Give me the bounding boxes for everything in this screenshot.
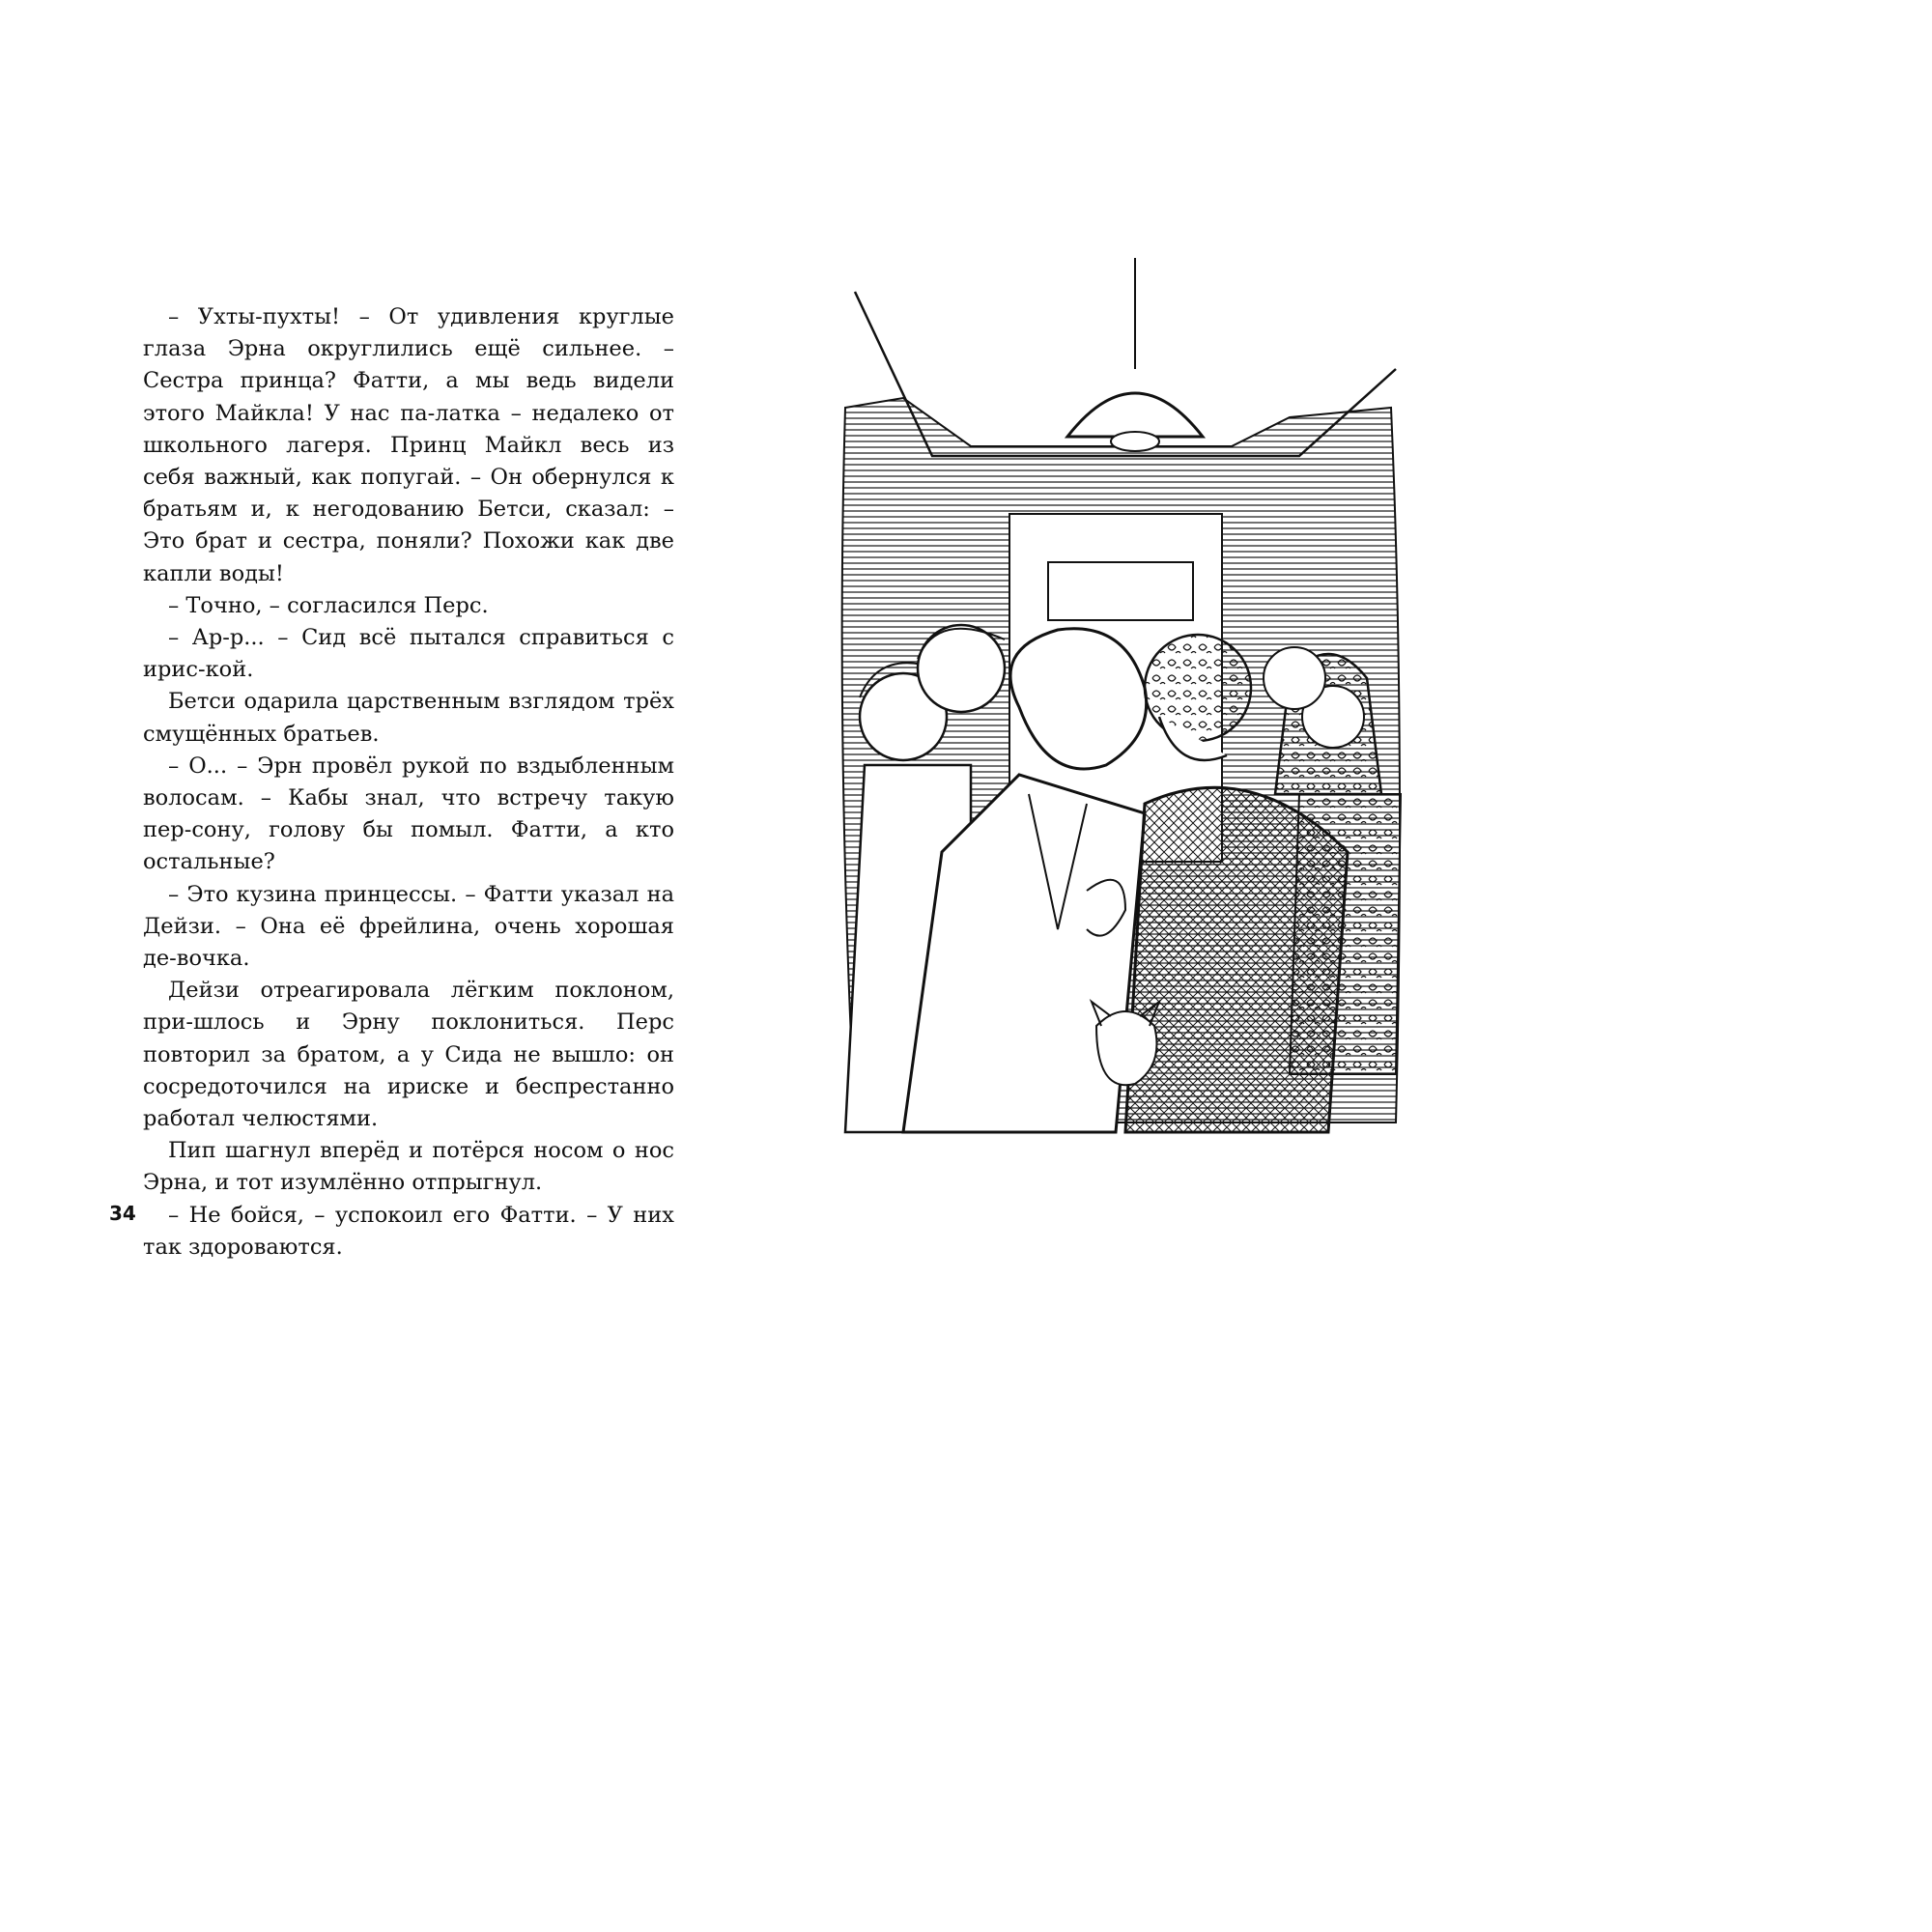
paragraph: Дейзи отреагировала лёгким поклоном, при-шлось и Эрну поклониться. Перс повторил за братом, а у Сида не вышло: он сосредоточился на ириске и беспрестанно работал челюстями. (143, 978, 674, 1132)
paragraph: – Точно, – согласился Перс. (168, 592, 489, 618)
illustration-children-meeting (826, 253, 1410, 1137)
paragraph: Пип шагнул вперёд и потёрся носом о нос Эрна, и тот изумлённо отпрыгнул. (143, 1138, 674, 1196)
paragraph: – О... – Эрн провёл рукой по вздыбленным волосам. – Кабы знал, что встречу такую пер-сону, голову бы помыл. Фатти, а кто остальные? (143, 753, 674, 875)
paragraph: – Ухты-пухты! – От удивления круглые глаза Эрна округлились ещё сильнее. – Сестра принца? Фатти, а мы ведь видели этого Майкла! У нас па-латка – недалеко от школьного лагеря. Принц Майкл весь из себя важный, как попугай. – Он обернулся к братьям и, к негодованию Бетси, сказал: – Это брат и сестра, поняли? Похожи как две капли воды! (143, 304, 674, 586)
paragraph: – Не бойся, – успокоил его Фатти. – У них так здороваются. (143, 1202, 674, 1260)
boy-figure-second (918, 625, 1005, 712)
paragraph: – Это кузина принцессы. – Фатти указал на Дейзи. – Она её фрейлина, очень хорошая де-вочка. (143, 881, 674, 972)
paragraph: Бетси одарила царственным взглядом трёх смущённых братьев. (143, 689, 674, 747)
body-text (143, 301, 674, 1264)
lamp-icon (1067, 258, 1203, 451)
boy-figure-back-right (1264, 647, 1325, 709)
paragraph: – Ар-р... – Сид всё пытался справиться с ирис-кой. (143, 625, 674, 683)
page-number: 34 (109, 1202, 136, 1225)
